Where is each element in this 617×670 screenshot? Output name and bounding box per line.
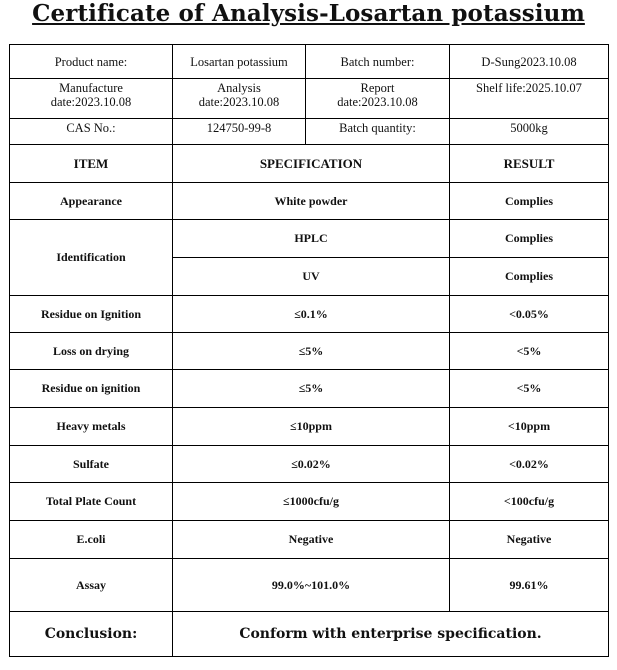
conclusion-label: Conclusion:: [10, 612, 173, 657]
item-cell: Assay: [10, 559, 173, 612]
product-row: [10, 45, 609, 79]
cas-row: [10, 119, 609, 145]
item-cell: Identification: [10, 220, 173, 296]
product-name-label: Product name:: [10, 45, 173, 79]
column-header-row: [10, 145, 609, 183]
spec-cell: ≤0.1%: [173, 296, 450, 333]
coa-table: [9, 44, 609, 657]
spec-cell: ≤5%: [173, 333, 450, 370]
analysis-date: [173, 79, 306, 119]
product-name-value: Losartan potassium: [173, 45, 306, 79]
manufacture-date: [10, 79, 173, 119]
manufacture-label: Manufacture: [59, 81, 123, 95]
spec-cell: ≤5%: [173, 370, 450, 408]
result-cell: Complies: [450, 183, 609, 220]
result-cell: <5%: [450, 370, 609, 408]
table-row: [10, 370, 609, 408]
batch-number-value: D-Sung2023.10.08: [450, 45, 609, 79]
conclusion-row: [10, 612, 609, 657]
table-row: [10, 220, 609, 258]
result-cell: <5%: [450, 333, 609, 370]
report-date: [306, 79, 450, 119]
table-row: [10, 333, 609, 370]
spec-cell: 99.0%~101.0%: [173, 559, 450, 612]
spec-cell: HPLC: [173, 220, 450, 258]
analysis-label: Analysis: [217, 81, 261, 95]
conclusion-text: Conform with enterprise specification.: [173, 612, 609, 657]
report-label: Report: [360, 81, 395, 95]
item-cell: Loss on drying: [10, 333, 173, 370]
column-item: ITEM: [10, 145, 173, 183]
result-cell: <10ppm: [450, 408, 609, 446]
result-cell: <100cfu/g: [450, 483, 609, 521]
item-cell: Residue on ignition: [10, 370, 173, 408]
analysis-value: date:2023.10.08: [198, 95, 280, 109]
dates-row: [10, 79, 609, 119]
result-cell: Negative: [450, 521, 609, 559]
result-cell: Complies: [450, 258, 609, 296]
column-specification: SPECIFICATION: [173, 145, 450, 183]
document-title: Certificate of Analysis-Losartan potassium: [32, 0, 585, 27]
batch-quantity-value: 5000kg: [450, 119, 609, 145]
item-cell: Residue on Ignition: [10, 296, 173, 333]
manufacture-value: date:2023.10.08: [50, 95, 132, 109]
spec-cell: White powder: [173, 183, 450, 220]
shelf-life: Shelf life:2025.10.07: [450, 79, 609, 119]
cas-label: CAS No.:: [10, 119, 173, 145]
result-cell: Complies: [450, 220, 609, 258]
item-cell: Heavy metals: [10, 408, 173, 446]
spec-cell: ≤0.02%: [173, 446, 450, 483]
spec-cell: ≤1000cfu/g: [173, 483, 450, 521]
table-row: [10, 559, 609, 612]
table-row: [10, 446, 609, 483]
cas-value: 124750-99-8: [173, 119, 306, 145]
table-row: [10, 483, 609, 521]
spec-cell: ≤10ppm: [173, 408, 450, 446]
table-row: [10, 296, 609, 333]
table-row: [10, 183, 609, 220]
result-cell: <0.02%: [450, 446, 609, 483]
result-cell: 99.61%: [450, 559, 609, 612]
item-cell: E.coli: [10, 521, 173, 559]
spec-cell: Negative: [173, 521, 450, 559]
spec-cell: UV: [173, 258, 450, 296]
report-value: date:2023.10.08: [337, 95, 418, 109]
table-row: [10, 521, 609, 559]
result-cell: <0.05%: [450, 296, 609, 333]
batch-number-label: Batch number:: [306, 45, 450, 79]
item-cell: Appearance: [10, 183, 173, 220]
column-result: RESULT: [450, 145, 609, 183]
table-row: [10, 408, 609, 446]
batch-quantity-label: Batch quantity:: [306, 119, 450, 145]
item-cell: Total Plate Count: [10, 483, 173, 521]
item-cell: Sulfate: [10, 446, 173, 483]
